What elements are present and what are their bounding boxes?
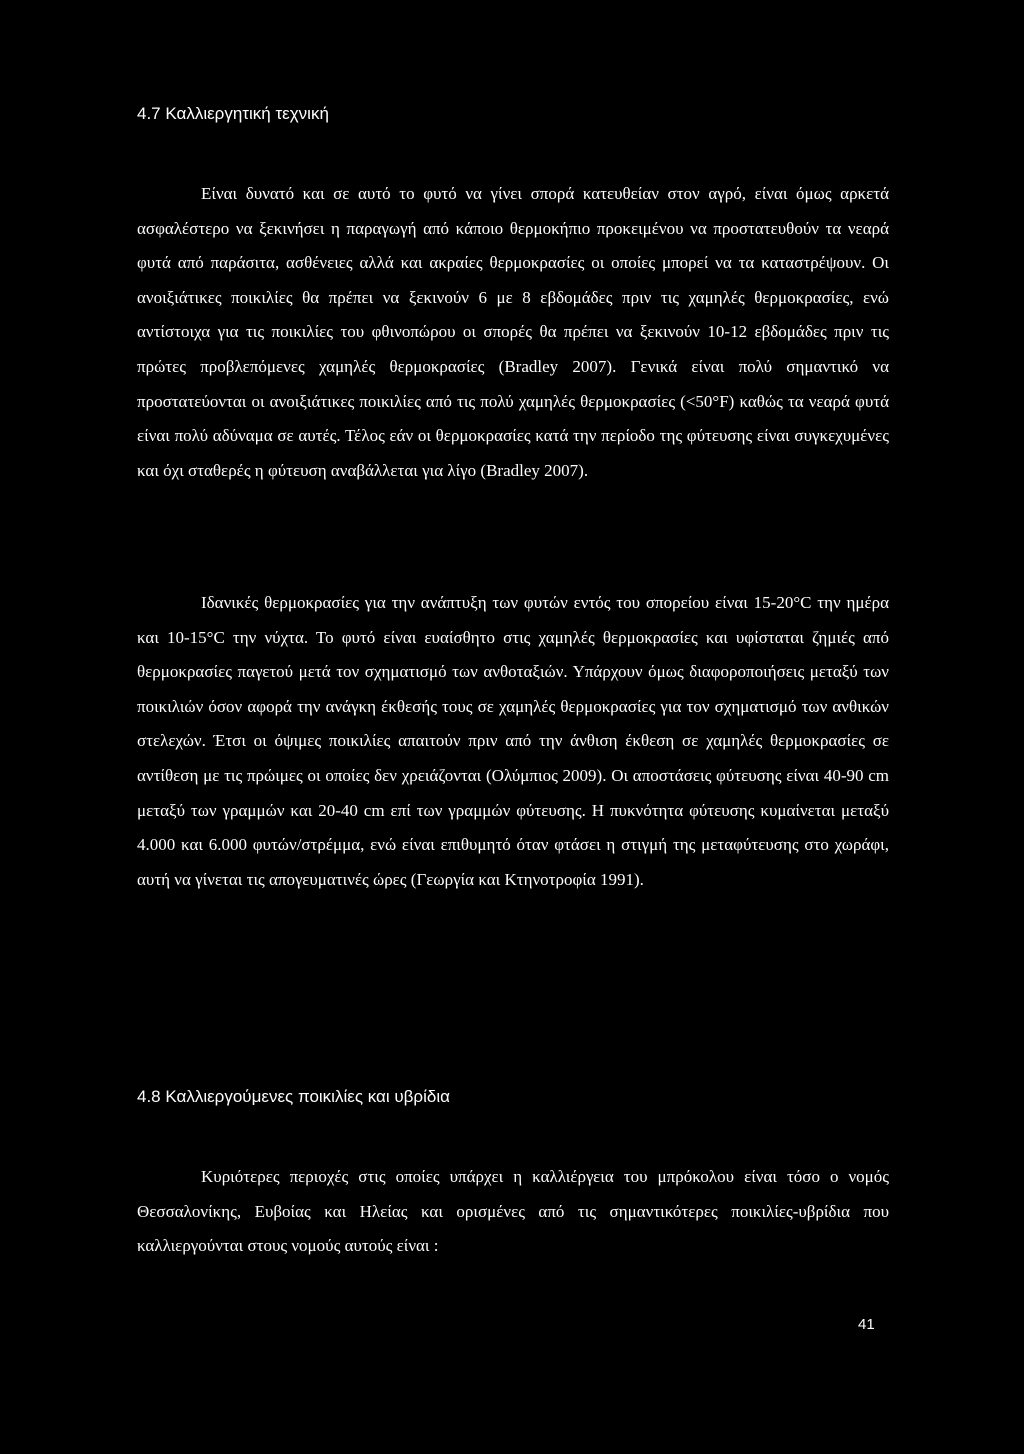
paragraph-cultivation-2: Ιδανικές θερμοκρασίες για την ανάπτυξη των φυτών εντός του σπορείου είναι 15-20°C την ημέρα και 10-15°C την νύχτα. Το φυτό είναι ευαίσθητο στις χαμηλές θερμοκρασίες και υφίσταται ζημιές από θερμοκρασίες παγετού μετά τον σχηματισμό των ανθοταξιών. Υπάρχουν όμως διαφοροποιήσεις μεταξύ των ποικιλιών όσον αφορά την ανάγκη έκθεσής τους σε χαμηλές θερμοκρασίες για τον σχηματισμό των ανθικών στελεχών. Έτσι οι όψιμες ποικιλίες απαιτούν πριν από την άνθιση έκθεση σε χαμηλές θερμοκρασίες σε αντίθεση με τις πρώιμες οι οποίες δεν χρειάζονται (Ολύμπιος 2009). Οι αποστάσεις φύτευσης είναι 40-90 cm μεταξύ των γραμμών και 20-40 cm επί των γραμμών φύτευσης. Η πυκνότητα φύτευσης κυμαίνεται μεταξύ 4.000 και 6.000 φυτών/στρέμμα, ενώ είναι επιθυμητό όταν φτάσει η στιγμή της μεταφύτευσης στο χωράφι, αυτή να γίνεται τις απογευματινές ώρες (Γεωργία και Κτηνοτροφία 1991). — [137, 593, 889, 889]
section-heading-cultivation-technique: 4.7 Καλλιεργητική τεχνική — [137, 104, 329, 123]
page-number: 41 — [858, 1316, 875, 1333]
paragraph-cultivation-1: Είναι δυνατό και σε αυτό το φυτό να γίνει σπορά κατευθείαν στον αγρό, είναι όμως αρκετά ασφαλέστερο να ξεκινήσει η παραγωγή από κάποιο θερμοκήπιο προκειμένου να προστατευθούν τα νεαρά φυτά από παράσιτα, ασθένειες αλλά και ακραίες θερμοκρασίες οι οποίες μπορεί να τα καταστρέψουν. Οι ανοιξιάτικες ποικιλίες θα πρέπει να ξεκινούν 6 με 8 εβδομάδες πριν τις χαμηλές θερμοκρασίες, ενώ αντίστοιχα για τις ποικιλίες του φθινοπώρου οι σπορές θα πρέπει να ξεκινούν 10-12 εβδομάδες πριν τις πρώτες προβλεπόμενες χαμηλές θερμοκρασίες (Bradley 2007). Γενικά είναι πολύ σημαντικό να προστατεύονται οι ανοιξιάτικες ποικιλίες από τις πολύ χαμηλές θερμοκρασίες (<50°F) καθώς τα νεαρά φυτά είναι πολύ αδύναμα σε αυτές. Τέλος εάν οι θερμοκρασίες κατά την περίοδο της φύτευσης είναι συγκεχυμένες και όχι σταθερές η φύτευση αναβάλλεται για λίγο (Bradley 2007). — [137, 184, 889, 480]
section-heading-varieties-hybrids: 4.8 Καλλιεργούμενες ποικιλίες και υβρίδια — [137, 1087, 450, 1106]
paragraph-varieties-1: Κυριότερες περιοχές στις οποίες υπάρχει η καλλιέργεια του μπρόκολου είναι τόσο ο νομός Θεσσαλονίκης, Ευβοίας και Ηλείας και ορισμένες από τις σημαντικότερες ποικιλίες-υβρίδια που καλλιεργούνται στους νομούς αυτούς είναι : — [137, 1167, 889, 1256]
